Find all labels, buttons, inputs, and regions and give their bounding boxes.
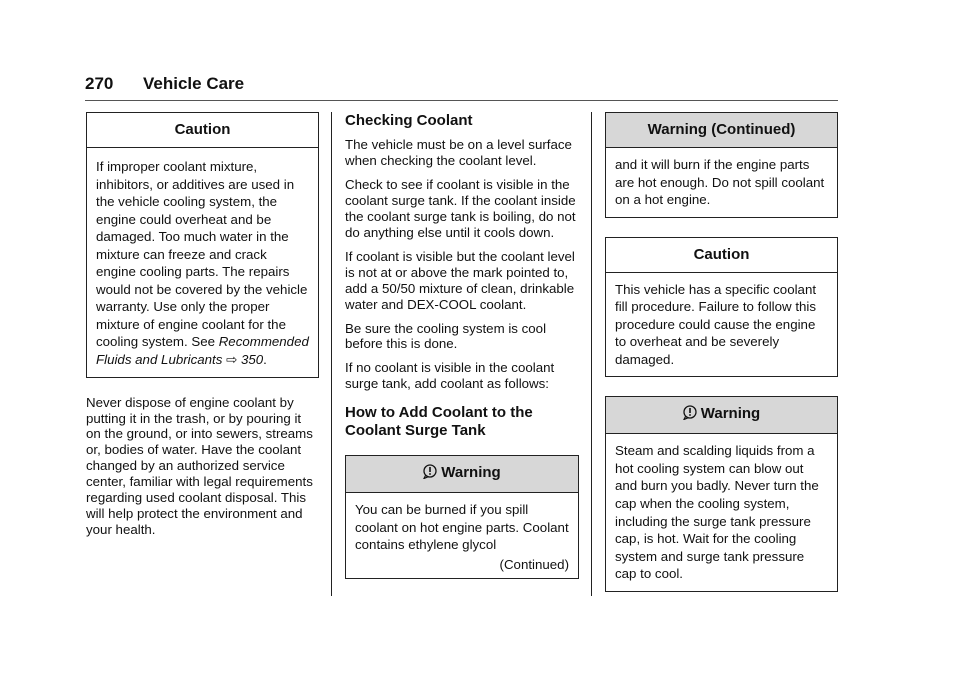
caution-text: If improper coolant mixture, inhibitors, or additives are used in the vehicle cooling system, the engine could overheat and be damaged. Too much water in the mixture can freeze and crack engine cooling parts. The repairs would not be covered by the vehicle warranty. Use only the proper mixture of engine coolant for the cooling system. See: [96, 159, 308, 350]
section-heading-checking-coolant: Checking Coolant: [345, 112, 473, 129]
disposal-paragraph: Never dispose of engine coolant by putting it in the trash, or by pouring it on the ground, or into sewers, streams or, bodies of water. Have the coolant changed by an authorized service center, familiar with legal requirements regarding used coolant disposal. This will help protect the environment and your health.: [86, 394, 313, 538]
page-reference[interactable]: 350: [240, 352, 264, 368]
caution-title: Caution: [87, 113, 318, 148]
column-right: [605, 112, 838, 592]
column-divider-left: [331, 112, 332, 596]
warning-continued-box: [605, 112, 838, 218]
warning-icon: [683, 405, 697, 424]
warning-text: Steam and scalding liquids from a hot cooling system can blow out and burn you badly. Never turn the cap when the cooling system, including the surge tank pressure cap, is hot. Wait for the cooling system and surge tank pressure cap to cool.: [615, 443, 819, 582]
warning-title: Warning: [441, 464, 501, 482]
warning-continued-text: and it will burn if the engine parts are hot enough. Do not spill coolant on a hot engine.: [615, 157, 825, 208]
warning-header: [346, 456, 578, 493]
warning-title: Warning: [700, 405, 761, 423]
warning-box: [605, 396, 838, 591]
paragraph: If no coolant is visible in the coolant surge tank, add coolant as follows:: [345, 360, 555, 392]
caution-text: This vehicle has a specific coolant fill procedure. Failure to follow this procedure could cause the engine to overheat and be severely damaged.: [615, 281, 817, 367]
paragraph: The vehicle must be on a level surface when checking the coolant level.: [345, 137, 572, 168]
page-ref-arrow-icon: ⇨: [226, 352, 238, 368]
page-title: Vehicle Care: [143, 74, 245, 93]
warning-header: [606, 397, 837, 434]
warning-text: You can be burned if you spill coolant on hot engine parts. Coolant contains ethylene glycol: [355, 502, 569, 553]
caution-title: Caution: [606, 238, 837, 273]
paragraph: Be sure the cooling system is cool before this is done.: [345, 320, 547, 352]
paragraph: If coolant is visible but the coolant level is not at or above the mark pointed to, add a 50/50 mixture of clean, drinkable water and DEX-COOL coolant.: [345, 248, 575, 312]
section-heading-add-coolant: How to Add Coolant to the Coolant Surge Tank: [345, 404, 533, 440]
warning-icon: [423, 464, 437, 483]
warning-box: [345, 455, 579, 578]
page-number: 270: [85, 74, 114, 93]
paragraph: Check to see if coolant is visible in the coolant surge tank. If the coolant inside the coolant surge tank is boiling, do not do anything else until it cools down.: [345, 176, 576, 240]
warning-continued-title: Warning (Continued): [606, 113, 837, 148]
caution-body: If improper coolant mixture, inhibitors, or additives are used in the vehicle cooling system, the engine could overheat and be damaged. Too much water in the mixture can freeze and crack engine cooling parts. The repairs would not be covered by the vehicle warranty. Use only the proper mixture of engine coolant for the cooling system. See Recommended Fluids and Lubricants ⇨ 350.: [96, 159, 309, 368]
column-divider-right: [591, 112, 592, 596]
column-left: [86, 112, 319, 546]
page-header: [85, 74, 838, 101]
column-middle: [345, 112, 579, 579]
caution-box: [86, 112, 319, 378]
caution-box: [605, 237, 838, 378]
cross-reference-link[interactable]: Recommended Fluids and Lubricants: [96, 334, 309, 368]
continued-label: (Continued): [499, 556, 569, 572]
